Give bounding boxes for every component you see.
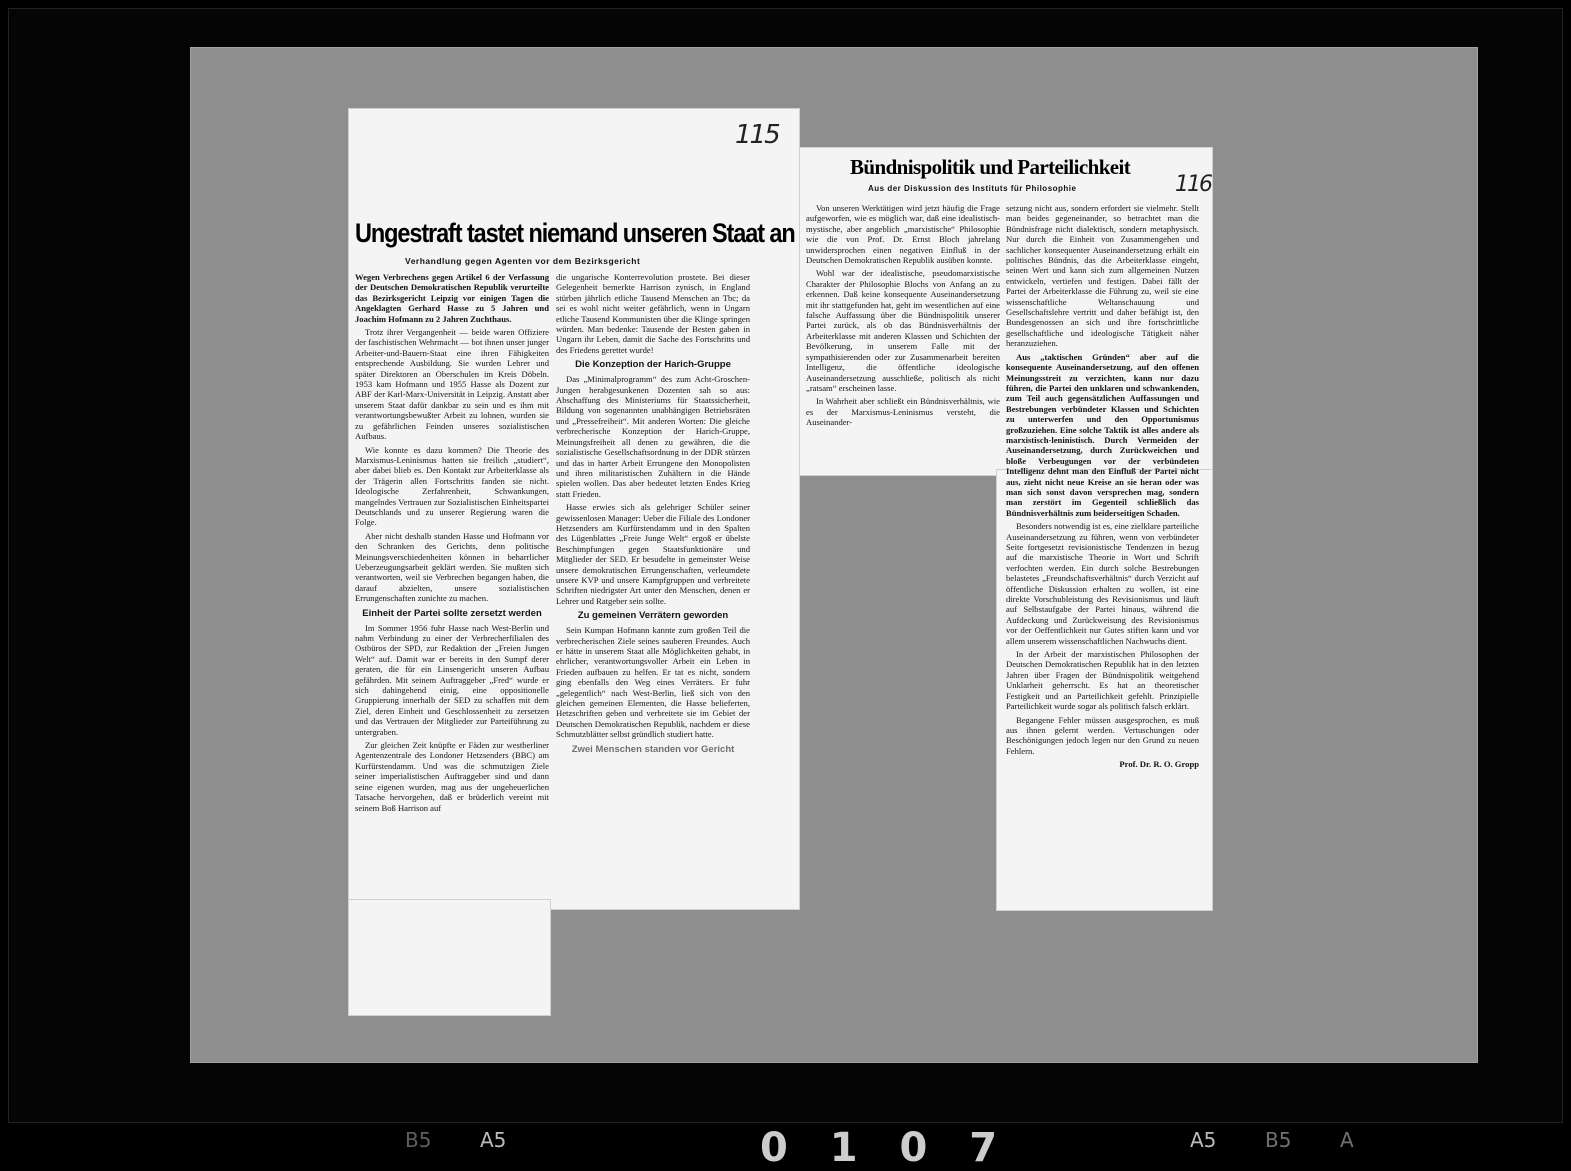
section-heading: Einheit der Partei sollte zersetzt werden <box>362 607 542 619</box>
paragraph: Trotz ihrer Vergangenheit — beide waren Offiziere der faschistischen Wehrmacht — bot ihnen unser junger Arbeiter-und-Bauern-Staat eine ihren Fähigkeiten entsprechende Ausbildung. Sie wurden Lehrer und später Direktoren an Oberschulen im Kreis Döbeln. 1953 kam Hofmann und 1955 Hasse als Dozent zur ABF der Karl-Marx-Universität in Leipzig. Anstatt aber unserem Staat dafür dankbar zu sein und es ihm mit verantwortungsbewußter Arbeit zu lohnen, wurden sie zu gefährlichen Feinden unseres sozialistischen Aufbaus. <box>355 327 549 442</box>
section-heading: Zu gemeinen Verrätern geworden <box>577 610 729 622</box>
paragraph: Von unseren Werktätigen wird jetzt häufig die Frage aufgeworfen, wie es möglich war, daß eine idealistisch-mystische, aber angeblich „marxistische“ Philosophie wie die von Prof. Dr. Ernst Bloch jahrelang unwidersprochen einen negativen Einfluß in der Deutschen Demokratischen Republik ausüben konnte. <box>806 203 1000 266</box>
film-mark: A5 <box>480 1128 507 1152</box>
article-lead: Wegen Verbrechens gegen Artikel 6 der Verfassung der Deutschen Demokratischen Republik verurteilte das Bezirksgericht Leipzig vor einigen Tagen die Angeklagten Gerhard Hasse zu 5 Jahren und Joachim Hofmann zu 2 Jahren Zuchthaus. <box>355 272 549 324</box>
film-mark: A <box>1340 1128 1354 1152</box>
article-right-column-2 <box>1006 203 1199 903</box>
page-number-left: 115 <box>735 120 779 150</box>
headline-left: Ungestraft tastet niemand unseren Staat an <box>355 218 795 248</box>
paragraph: Aber nicht deshalb standen Hasse und Hofmann vor den Schranken des Gerichts, denn politische Meinungsverschiedenheiten können in beharrlicher Ueberzeugungsarbeit geklärt werden. Sie mußten sich verantworten, weil sie Verbrechen begangen haben, die darauf abzielten, unsere sozialistischen Errungenschaften zunichte zu machen. <box>355 530 549 604</box>
paragraph: Besonders notwendig ist es, eine zielklare parteiliche Auseinandersetzung zu führen, wenn von verbündeter Seite fortgesetzt revisionistische Tendenzen in bezug auf die marxistische Theorie in Wort und Schrift verfochten werden. Ein durch solche Bestrebungen belastetes „Freundschaftsverhältnis“ durch Verzicht auf öffentliche Diskussion erhalten zu wollen, ist eine direkte Vorschubleistung des Revisionismus und läuft auf Selbstaufgabe der Partei hinaus, während die Aufdeckung und Zurückweisung des Revisionismus vor der Oeffentlichkeit nur Gutes stiften kann und vor allem unserem wissenschaftlichen Nachwuchs dient. <box>1006 521 1199 646</box>
paragraph: Hasse erwies sich als gelehriger Schüler seiner gewissenlosen Manager: Ueber die Filiale des Londoner Hetzsenders am Kurfürstendamm und in den Spalten des Lügenblattes „Freie Junge Welt“ ergoß er übelste Beschimpfungen gegen Staatsfunktionäre und Mitglieder der SED. Er besudelte in gemeinster Weise unsere demokratischen Errungenschaften, verleumdete unsere KVP und unsere Kampfgruppen und verbreitete Schriften niedrigster Art unter den Menschen, denen er Lehrer und Ratgeber sein sollte. <box>556 502 750 606</box>
page-number-right: 116 <box>1175 172 1211 197</box>
subheadline-left: Verhandlung gegen Agenten vor dem Bezirksgericht <box>405 256 641 266</box>
paragraph: Wohl war der idealistische, pseudomarxistische Charakter der Philosophie Blochs von Anfang an zu erkennen. Daß keine konsequente Auseinandersetzung mit ihr stattgefunden hat, geht im wesentlichen auf eine falsche Auffassung über die Bündnispolitik unserer Partei zurück, als ob das Bündnisverhältnis der Arbeiterklasse mit anderen Klassen und Schichten der Bevölkerung, in unserem Falle mit der sympathisierenden oder zur Zusammenarbeit bereiten Intelligenz, die öffentliche ideologische Auseinandersetzung ausschließe, politisch als nicht „ratsam“ erscheinen lasse. <box>806 268 1000 393</box>
film-mark: B5 <box>405 1128 432 1152</box>
paragraph: setzung nicht aus, sondern erfordert sie vielmehr. Stellt man beides gegeneinander, so betrachtet man die Bündnisfrage nicht dialektisch, sondern metaphysisch. Nur durch die Einheit von Zusammengehen und sachlicher konsequenter Auseinandersetzung erhält ein politisches Bündnis, das die Arbeiterklasse eingeht, seinen Wert und kann sich zum allgemeinen Nutzen entwickeln, vertiefen und festigen. Dabei fällt der Partei der Arbeiterklasse die Führung zu, weil sie eine wissenschaftliche Weltanschauung und Gesellschaftslehre vertritt und daher befähigt ist, den Bundesgenossen an sich und ihre fortschrittliche gesellschaftliche und ideologische Tätigkeit näher heranzuziehen. <box>1006 203 1199 349</box>
paragraph: Begangene Fehler müssen ausgesprochen, es muß aus ihnen gelernt werden. Vertuschungen oder Beschönigungen jedoch legen nur den Grund zu neuen Fehlern. <box>1006 714 1199 756</box>
section-heading: Die Konzeption der Harich-Gruppe <box>575 359 731 371</box>
frame-number: 0 1 0 7 <box>760 1125 1012 1171</box>
article-left-column-1 <box>355 272 549 1010</box>
paragraph: Aus „taktischen Gründen“ aber auf die konsequente Auseinandersetzung, auf den offenen Meinungsstreit zu verzichten, kann nur dazu führen, die Partei den unklaren und schwankenden, zum Teil auch gegensätzlichen Auffassungen und Bestrebungen verbündeter Klassen und Schichten zu unterwerfen und den Opportunismus großzuziehen. Eine solche Taktik ist alles andere als marxistisch-leninistisch. Durch Vermeiden der Auseinandersetzung, durch Zurückweichen und bloße Verbeugungen vor der verbündeten Intelligenz dehnt man den Einfluß der Partei nicht aus, zieht nicht neue Kreise an sie heran oder was man sich sonst davon versprechen mag, sondern man zerstört im Gegenteil schließlich das Bündnisverhältnis zum beiderseitigen Schaden. <box>1006 351 1199 518</box>
headline-right: Bündnispolitik und Parteilichkeit <box>850 155 1131 179</box>
paragraph: In Wahrheit aber schließt ein Bündnisverhältnis, wie es der Marxismus-Leninismus versteht, die Auseinander- <box>806 396 1000 428</box>
paragraph: die ungarische Konterrevolution prostete. Bei dieser Gelegenheit bemerkte Harrison zynisch, in England stürben jährlich etliche Tausend Menschen an Tbc; da sei es wohl nicht weiter gefährlich, wenn in Ungarn etliche Tausend Kommunisten über die Klinge springen würden. Man bedenke: Tausende der Besten gaben in Ungarn ihr Leben, damit die Sache des Fortschritts und des Friedens gerettet wurde! <box>556 272 750 355</box>
paragraph: Zur gleichen Zeit knüpfte er Fäden zur westberliner Agentenzentrale des Londoner Hetzsenders (BBC) am Kurfürstendamm. Und was die schmutzigen Ziele seiner imperialistischen Auftraggeber sind und dann seine eigenen wurden, mag aus der ungeheuerlichen Tatsache hervorgehen, daß er brüderlich vereint mit seinem Boß Harrison auf <box>355 740 549 813</box>
paragraph: In der Arbeit der marxistischen Philosophen der Deutschen Demokratischen Republik hat in den letzten Jahren über Fragen der Bündnispolitik weitgehend Unklarheit geherrscht. Es hat an theoretischer Festigkeit und an Parteilichkeit gefehlt. Prinzipielle Parteilichkeit wurde sogar als politisch falsch erklärt. <box>1006 649 1199 712</box>
paragraph: Sein Kumpan Hofmann kannte zum großen Teil die verbrecherischen Ziele seines sauberen Freundes. Auch er hätte in unserem Staat alle Möglichkeiten gehabt, in ehrlicher, verantwortungsvoller Arbeit ein Leben in Frieden aufbauen zu helfen. Er tat es nicht, sondern ging ebenfalls den Weg eines Verräters. Er fuhr „gelegentlich“ nach West-Berlin, ließ sich von den gleichen gemeinen Elementen, die Hasse belieferten, Hetzschriften geben und verbreitete sie im Gebiet der Deutschen Demokratischen Republik, nachdem er diese Schmutzblätter selbst gründlich studiert hatte. <box>556 625 750 740</box>
film-mark: A5 <box>1190 1128 1217 1152</box>
subheadline-right: Aus der Diskussion des Instituts für Philosophie <box>868 184 1077 193</box>
film-mark: B5 <box>1265 1128 1292 1152</box>
article-left-column-2 <box>556 272 750 904</box>
paragraph: Wie konnte es dazu kommen? Die Theorie des Marxismus-Leninismus hatten sie freilich „studiert“, aber dabei blieb es. Den Kontakt zur Arbeiterklasse als der Trägerin allen Fortschritts fanden sie nicht. Ideologische Zerfahrenheit, Schwankungen, mangelndes Vertrauen zur Sozialistischen Einheitspartei Deutschlands und zu unserer Regierung waren die Folge. <box>355 444 549 528</box>
paragraph: Im Sommer 1956 fuhr Hasse nach West-Berlin und nahm Verbindung zu einer der Verbrecherfilialen des Ostbüros der SPD, zur Redaktion der „Freien Jungen Welt“ auf. Damit war er bereits in den Sumpf derer geraten, die für ein Linsengericht unseren Aufbau gefährden. Mit seinem Auftraggeber „Fred“ wurde er sich dahingehend einig, eine oppositionelle Gruppierung innerhalb der SED zu schaffen mit dem Ziel, deren Einheit und Geschlossenheit zu zersetzen und das Vertrauen der Mitglieder zur Parteiführung zu untergraben. <box>355 622 549 737</box>
paragraph: Das „Minimalprogramm“ des zum Acht-Groschen-Jungen herabgesunkenen Dozenten sah so aus: Abschaffung des Ministeriums für Staatssicherheit, Bildung von sogenannten unabhängigen Betriebsräten und „Pressefreiheit“. Mit anderen Worten: Die gleiche verbrecherische Konzeption der Harich-Gruppe, Meinungsfreiheit all denen zu gewähren, die die sozialistische Gesellschaftsordnung in der DDR stürzen und das in harter Arbeit Errungene den Monopolisten und ihren militaristischen Zuhältern in die Hände spielen wollen. Das aber bedeutet letzten Endes Krieg statt Frieden. <box>556 374 750 499</box>
cut-off-heading: Zwei Menschen standen vor Gericht <box>571 743 735 755</box>
author-byline: Prof. Dr. R. O. Gropp <box>1119 759 1199 770</box>
article-right-column-1 <box>806 203 1000 471</box>
